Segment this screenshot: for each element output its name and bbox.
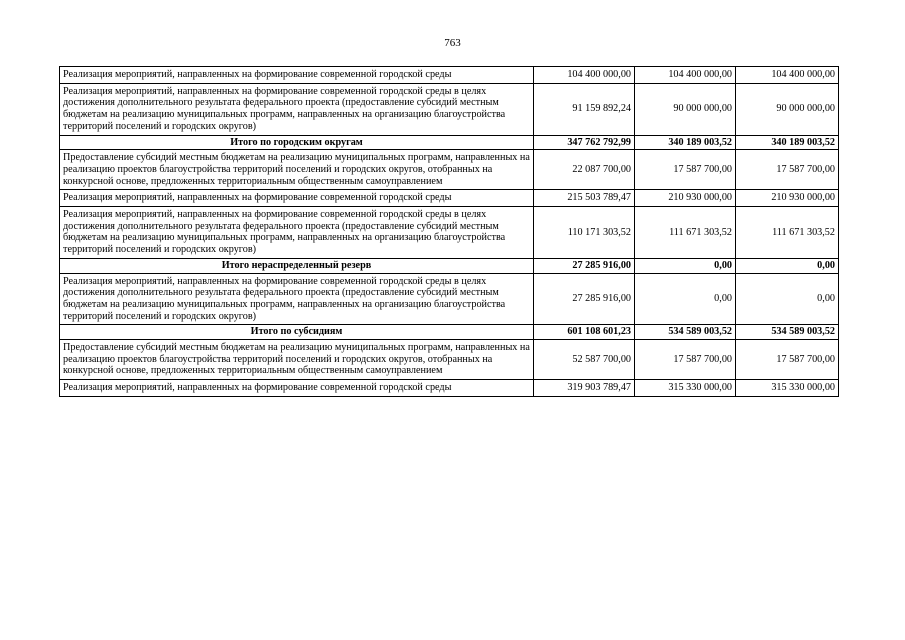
row-value-3: 111 671 303,52 <box>736 207 839 259</box>
table-row <box>60 83 839 135</box>
row-value-1: 347 762 792,99 <box>534 135 635 150</box>
row-value-3: 17 587 700,00 <box>736 150 839 190</box>
row-description: Реализация мероприятий, направленных на формирование современной городской среды <box>60 190 534 207</box>
row-description: Предоставление субсидий местным бюджетам на реализацию муниципальных программ, направленных на реализацию проектов благоустройства территорий поселений и городских округов, отобранных на конкурсной основе, предложенных территориальным общественным самоуправлением <box>60 150 534 190</box>
row-description: Реализация мероприятий, направленных на формирование современной городской среды <box>60 380 534 397</box>
row-description: Итого по субсидиям <box>60 325 534 340</box>
table-row <box>60 67 839 84</box>
table-row <box>60 340 839 380</box>
row-value-3: 0,00 <box>736 273 839 325</box>
row-value-1: 601 108 601,23 <box>534 325 635 340</box>
table-total-row <box>60 258 839 273</box>
row-value-3: 315 330 000,00 <box>736 380 839 397</box>
row-value-1: 215 503 789,47 <box>534 190 635 207</box>
row-value-2: 17 587 700,00 <box>635 150 736 190</box>
row-value-3: 104 400 000,00 <box>736 67 839 84</box>
table-row <box>60 150 839 190</box>
row-description: Реализация мероприятий, направленных на формирование современной городской среды <box>60 67 534 84</box>
row-value-3: 534 589 003,52 <box>736 325 839 340</box>
budget-table-body <box>60 67 839 397</box>
row-value-2: 104 400 000,00 <box>635 67 736 84</box>
row-value-1: 91 159 892,24 <box>534 83 635 135</box>
row-description: Реализация мероприятий, направленных на формирование современной городской среды в целях достижения дополнительного результата федерального проекта (предоставление субсидий местным бюджетам на реализацию муниципальных программ, направленных на организацию благоустройства территорий поселений и городских округов) <box>60 83 534 135</box>
row-value-1: 52 587 700,00 <box>534 340 635 380</box>
page-number: 763 <box>444 37 461 49</box>
row-value-1: 22 087 700,00 <box>534 150 635 190</box>
table-row <box>60 190 839 207</box>
row-value-3: 90 000 000,00 <box>736 83 839 135</box>
row-value-2: 17 587 700,00 <box>635 340 736 380</box>
table-row <box>60 207 839 259</box>
row-value-1: 27 285 916,00 <box>534 273 635 325</box>
row-value-1: 104 400 000,00 <box>534 67 635 84</box>
row-description: Предоставление субсидий местным бюджетам на реализацию муниципальных программ, направленных на реализацию проектов благоустройства территорий поселений и городских округов, отобранных на конкурсной основе, предложенных территориальным общественным самоуправлением <box>60 340 534 380</box>
row-value-2: 315 330 000,00 <box>635 380 736 397</box>
row-value-2: 0,00 <box>635 273 736 325</box>
row-value-3: 17 587 700,00 <box>736 340 839 380</box>
budget-table <box>59 66 839 397</box>
row-description: Реализация мероприятий, направленных на формирование современной городской среды в целях достижения дополнительного результата федерального проекта (предоставление субсидий местным бюджетам на реализацию муниципальных программ, направленных на организацию благоустройства территорий поселений и городских округов) <box>60 207 534 259</box>
row-value-3: 340 189 003,52 <box>736 135 839 150</box>
row-value-2: 340 189 003,52 <box>635 135 736 150</box>
table-row <box>60 273 839 325</box>
row-value-2: 90 000 000,00 <box>635 83 736 135</box>
row-value-3: 210 930 000,00 <box>736 190 839 207</box>
row-value-2: 0,00 <box>635 258 736 273</box>
table-total-row <box>60 325 839 340</box>
row-value-1: 110 171 303,52 <box>534 207 635 259</box>
row-value-2: 210 930 000,00 <box>635 190 736 207</box>
row-value-2: 534 589 003,52 <box>635 325 736 340</box>
row-description: Итого нераспределенный резерв <box>60 258 534 273</box>
row-value-1: 319 903 789,47 <box>534 380 635 397</box>
row-value-2: 111 671 303,52 <box>635 207 736 259</box>
row-description: Итого по городским округам <box>60 135 534 150</box>
row-value-3: 0,00 <box>736 258 839 273</box>
row-description: Реализация мероприятий, направленных на формирование современной городской среды в целях достижения дополнительного результата федерального проекта (предоставление субсидий местным бюджетам на реализацию муниципальных программ, направленных на организацию благоустройства территорий поселений и городских округов) <box>60 273 534 325</box>
row-value-1: 27 285 916,00 <box>534 258 635 273</box>
table-row <box>60 380 839 397</box>
table-total-row <box>60 135 839 150</box>
